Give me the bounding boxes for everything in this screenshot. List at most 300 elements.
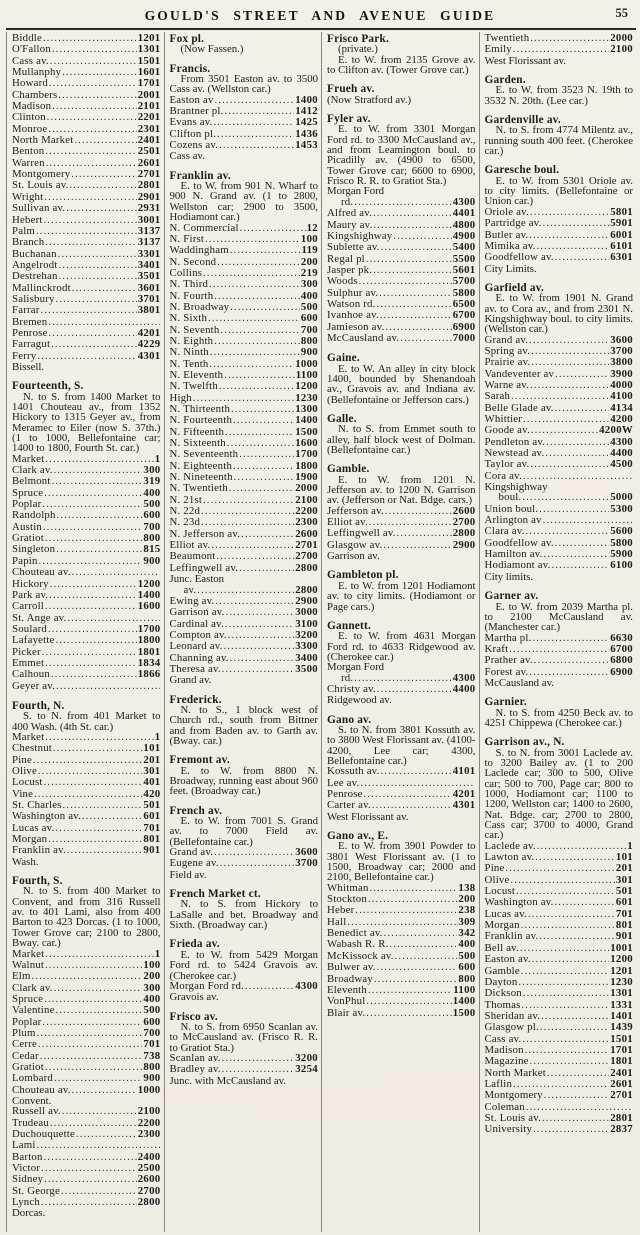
street-name: Locust: [484, 885, 516, 898]
plain-line: City limits.: [484, 570, 534, 583]
leader-dots: [47, 112, 137, 123]
street-name: Clara av.: [484, 525, 525, 538]
leader-dots: [552, 560, 610, 571]
street-number: 3000: [295, 606, 318, 619]
entry-row: [485, 1090, 634, 1101]
leader-dots: [240, 223, 306, 234]
street-name: N. Fifteenth: [169, 425, 225, 438]
street-name: Bradley av.: [169, 1063, 221, 1076]
street-number: 6101: [610, 239, 633, 252]
street-name: Warren: [12, 156, 45, 169]
street-name: Gratiot: [12, 532, 44, 545]
leader-dots: [220, 325, 299, 336]
street-number: 200: [300, 255, 318, 268]
street-name: North Market: [12, 134, 74, 147]
street-number: 2901: [137, 190, 161, 203]
route-description: E. to W. from 1201 Hodiamont av. to city limits. (Hodiamont or Page cars.): [327, 579, 476, 613]
leader-dots: [528, 909, 615, 920]
street-heading: Gannett.: [327, 619, 371, 632]
leader-dots: [523, 414, 609, 425]
street-number: 500: [143, 498, 161, 511]
street-name: Compton av.: [169, 628, 227, 641]
leader-dots: [234, 472, 295, 483]
leader-dots: [555, 252, 609, 263]
street-number: 1400: [295, 93, 318, 106]
street-name: boul.: [498, 491, 522, 504]
street-number: 200: [143, 970, 161, 983]
street-name: Prather av.: [484, 654, 533, 667]
street-number: 400: [300, 289, 318, 302]
street-name: Chouteau av.: [12, 1083, 71, 1096]
street-name: Easton av.: [484, 953, 531, 966]
route-description: N. to S. from 4250 Beck av. to 4251 Chippewa (Cherokee car.): [484, 706, 633, 729]
route-description: N. to S. from Emmet south to alley, half block west of Dolman. (Bellefontaine car.): [327, 423, 476, 457]
street-name: N. Eighth: [169, 334, 214, 347]
leader-dots: [45, 601, 137, 612]
street-name: Sullivan av.: [12, 202, 66, 215]
street-number: 2300: [137, 1128, 161, 1140]
leader-dots: [44, 777, 143, 788]
street-number: 3700: [295, 857, 318, 870]
entry-row: [12, 601, 161, 612]
entry-row: [485, 852, 634, 863]
street-number: 801: [615, 919, 633, 932]
street-number: 309: [458, 915, 476, 928]
street-number: 2200: [137, 1116, 161, 1129]
street-name: Jasper pk.: [327, 263, 373, 276]
street-name: Cedar: [12, 1049, 39, 1062]
leader-dots: [239, 449, 294, 460]
plain-line: Dorcas.: [12, 1207, 46, 1220]
street-number: 6900: [610, 665, 633, 678]
street-name: Sulphur av.: [327, 286, 379, 299]
street-name: Carroll: [12, 600, 44, 613]
leader-dots: [36, 226, 137, 237]
leader-dots: [395, 951, 458, 962]
entry-row: [327, 766, 476, 777]
street-name: Emmet: [12, 656, 45, 669]
street-number: 1801: [610, 1055, 633, 1068]
column-2: [164, 32, 322, 1232]
street-number: 1100: [453, 983, 476, 996]
route-description: E. to W. from 3901 Powder to 3801 West Florissant av. (1 to 1500, Broadway car; 2000 and 2100, Bellefontaine car.): [327, 840, 476, 884]
street-number: 2301: [137, 122, 161, 135]
street-name: Park av.: [12, 588, 49, 601]
leader-dots: [50, 56, 137, 67]
leader-dots: [374, 974, 457, 985]
entry-row: [485, 655, 634, 666]
street-name: Benton: [12, 145, 45, 158]
street-number: 4800: [452, 218, 476, 231]
street-number: 1200: [295, 380, 318, 393]
entry-row: [12, 1005, 161, 1016]
leader-dots: [66, 203, 136, 214]
leader-dots: [82, 811, 142, 822]
street-number: 1230: [610, 975, 633, 988]
street-heading: Franklin av.: [169, 169, 231, 182]
entry-row: [12, 44, 161, 55]
leader-dots: [525, 1045, 610, 1056]
street-name: Elliot av.: [327, 516, 368, 529]
leader-dots: [43, 522, 142, 533]
street-number: 1400: [295, 414, 318, 427]
leader-dots: [366, 254, 452, 265]
route-description: E. to W. from 5301 Oriole av. to city limits. (Bellefontaine or Union car.): [484, 174, 633, 208]
route-description: N. to S. from 4774 Milentz av., running south 400 feet. (Cherokee car.): [484, 124, 633, 158]
street-name: N. 22d: [169, 505, 201, 518]
route-description: E. to W. from 901 N. Wharf to 900 N. Grand av. (1 to 2800, Wellston car; 2900 to 3500, Hodiamont car.): [169, 180, 318, 224]
leader-dots: [56, 1005, 143, 1016]
leader-dots: [33, 755, 142, 766]
street-name: Glasgow av.: [327, 538, 383, 551]
street-name: Lucas av.: [484, 907, 527, 920]
street-name: Emily: [484, 43, 512, 56]
street-number: 2800: [295, 583, 318, 596]
street-number: 301: [615, 873, 633, 886]
street-number: 2000: [295, 482, 318, 495]
street-number: 3600: [610, 333, 633, 346]
leader-dots: [209, 279, 300, 290]
street-name: N. Nineteenth: [169, 471, 233, 484]
street-number: 4000: [610, 378, 633, 391]
leader-dots: [529, 230, 609, 241]
street-number: 3200: [295, 628, 318, 641]
leader-dots: [49, 590, 136, 601]
street-number: 5900: [610, 548, 633, 561]
route-description: E. to W. from 1901 N. Grand av. to Cora av., and from 2301 N. Kingshighway boul. to city limits. (Wellston car.): [484, 292, 633, 336]
street-name: Hodiamont av.: [484, 559, 551, 572]
leader-dots: [385, 506, 452, 517]
street-name: Grand av.: [484, 333, 529, 346]
street-name: Stockton: [327, 893, 367, 906]
route-description: N. to S. from Hickory to LaSalle and bet. Broadway and Sixth. (Broadway car.): [169, 898, 318, 932]
leader-dots: [40, 1051, 143, 1062]
street-name: Magazine: [484, 1055, 529, 1068]
street-number: 738: [143, 1049, 161, 1062]
leader-dots: [215, 95, 295, 106]
plain-line: West Florissant av.: [327, 810, 409, 823]
street-number: 800: [143, 1060, 161, 1073]
leader-dots: [51, 339, 137, 350]
route-description: E. to W. from 2135 Grove av. to Clifton av. (Tower Grove car.): [327, 53, 476, 77]
street-number: 1400: [137, 588, 161, 601]
street-name: Vine: [12, 787, 34, 800]
leader-dots: [222, 1064, 294, 1075]
street-name: Spruce: [12, 992, 44, 1005]
page-header: [0, 0, 640, 28]
street-heading: Gano av.: [327, 713, 372, 726]
street-heading: Gamble.: [327, 463, 370, 476]
entry-row: [12, 1106, 161, 1117]
entry-row: [12, 743, 161, 754]
leader-dots: [45, 1062, 142, 1073]
street-name: Chestnut: [12, 742, 52, 755]
leader-dots: [54, 983, 143, 994]
street-name: Trudeau: [12, 1116, 49, 1129]
entry-row: [12, 777, 161, 788]
street-name: Goodfellow av.: [484, 536, 554, 549]
street-name: N. Second: [169, 255, 217, 268]
street-name: Dickson: [484, 987, 522, 1000]
leader-dots: [231, 404, 294, 415]
street-name: Goode av.: [484, 424, 530, 437]
street-number: 300: [300, 278, 318, 291]
leader-dots: [233, 461, 294, 472]
plain-line: Kingshighway: [484, 481, 548, 494]
street-number: 700: [143, 520, 161, 533]
leader-dots: [546, 437, 609, 448]
street-name: Martha pl.: [484, 631, 532, 644]
street-name: Whitman: [327, 881, 369, 894]
street-name: Dayton: [484, 975, 518, 988]
street-number: 4134: [610, 401, 633, 414]
street-name: Victor: [12, 1162, 41, 1175]
leader-dots: [45, 146, 136, 157]
leader-dots: [384, 928, 458, 939]
street-heading: Garden.: [484, 74, 526, 87]
column-4: [479, 32, 637, 1232]
entry-row: [12, 203, 161, 214]
street-number: 901: [143, 844, 161, 857]
street-number: 3200: [295, 1051, 318, 1064]
street-number: 1400: [452, 995, 476, 1008]
street-name: Eleventh: [327, 983, 367, 996]
street-number: 3801: [137, 304, 161, 317]
street-number: 3601: [137, 281, 161, 294]
street-number: 5801: [610, 205, 633, 218]
street-heading: Fourth, S.: [12, 875, 63, 888]
street-number: 1701: [610, 1043, 633, 1056]
street-number: 119: [301, 244, 318, 257]
street-name: Heber: [327, 904, 355, 917]
street-heading: Gardenville av.: [484, 114, 561, 127]
street-number: 5601: [452, 263, 476, 276]
street-name: Twentieth: [484, 32, 530, 44]
street-number: 300: [143, 981, 161, 994]
street-number: 5600: [610, 525, 633, 538]
leader-dots: [76, 1129, 137, 1140]
street-name: Duchouquette: [12, 1128, 75, 1140]
street-name: Hamilton av.: [484, 548, 543, 561]
street-name: N. Tenth: [169, 357, 209, 370]
street-number: 5700: [452, 275, 476, 288]
street-name: Cora av.: [484, 469, 522, 482]
street-number: 1453: [295, 139, 318, 152]
street-name: Goodfellow av.: [484, 251, 554, 264]
street-number: 4900: [452, 229, 476, 242]
entry-row: [170, 245, 319, 256]
leader-dots: [506, 863, 615, 874]
plain-line: West Florissant av.: [484, 54, 566, 67]
street-number: 600: [143, 1015, 161, 1028]
entry-row: [170, 279, 319, 290]
street-name: Pine: [12, 753, 32, 766]
street-name: N. Third: [169, 278, 209, 291]
column-1: [6, 32, 164, 1232]
street-name: N. 21st: [169, 493, 203, 506]
street-number: 400: [143, 992, 161, 1005]
plain-line: Garrison av.: [327, 550, 380, 563]
street-name: Washington av.: [12, 810, 81, 823]
street-number: 700: [300, 323, 318, 336]
street-name: Butler av.: [484, 228, 529, 241]
leader-dots: [533, 1124, 609, 1135]
street-name: Bulwer av.: [327, 961, 376, 974]
leader-dots: [233, 415, 294, 426]
street-number: 2800: [295, 561, 318, 574]
entry-row: [12, 681, 161, 692]
street-number: 319: [143, 475, 161, 488]
street-name: Valentine: [12, 1004, 55, 1017]
leader-dots: [555, 369, 609, 380]
street-name: Clifton pl.: [169, 127, 217, 140]
street-name: Papin: [12, 554, 38, 567]
street-name: Lawton av.: [484, 851, 535, 864]
street-name: N. Eighteenth: [169, 459, 233, 472]
street-name: Poplar: [12, 1015, 42, 1028]
entry-row: [12, 567, 161, 578]
street-name: Sublette av.: [327, 241, 380, 254]
street-number: 6900: [452, 320, 476, 333]
street-name: Garrison av.: [169, 606, 225, 619]
street-name: Grand av.: [169, 846, 214, 859]
street-number: 3900: [610, 367, 633, 380]
street-number: 4300: [295, 979, 318, 992]
plain-line: Field av.: [169, 868, 207, 881]
street-name: Clark av.: [12, 981, 53, 994]
street-name: Kraft: [484, 642, 509, 655]
leader-dots: [239, 563, 294, 574]
street-number: 101: [615, 851, 633, 864]
leader-dots: [379, 288, 451, 299]
street-name: McKissock av.: [327, 949, 394, 962]
street-number: 2401: [137, 134, 161, 147]
street-name: Leonard av.: [169, 640, 223, 653]
street-number: 2600: [295, 527, 318, 540]
street-name: Theresa av.: [169, 662, 221, 675]
street-number: 1866: [137, 668, 161, 681]
leader-dots: [540, 1022, 609, 1033]
plain-line: Gravois av.: [169, 991, 219, 1004]
street-name: Union boul.: [484, 502, 539, 515]
leader-dots: [224, 641, 295, 652]
leader-dots: [210, 347, 300, 358]
street-name: Partridge av.: [484, 217, 542, 230]
leader-dots: [59, 271, 137, 282]
street-number: 2700: [295, 550, 318, 563]
leader-dots: [531, 346, 609, 357]
street-name: Elm: [12, 970, 31, 983]
street-number: 1: [154, 730, 161, 743]
street-number: 900: [143, 1072, 161, 1085]
street-number: 4301: [137, 349, 161, 362]
street-heading: Fox pl.: [169, 33, 205, 45]
street-name: N. Eleventh: [169, 368, 224, 381]
leader-dots: [57, 510, 143, 521]
street-number: 600: [300, 312, 318, 325]
plain-line: Wash.: [12, 855, 39, 868]
entry-row: [485, 1124, 634, 1135]
street-number: 500: [458, 949, 476, 962]
leader-dots: [397, 528, 452, 539]
leader-dots: [59, 260, 137, 271]
street-number: 1230: [295, 391, 318, 404]
route-description: (Now Fassen.): [180, 43, 244, 56]
street-number: 1: [154, 947, 161, 960]
route-description: E. to W. An alley in city block 1400, bounded by Shenandoah av., Gravois av. and Indiana av. (Bellefontaine or Jefferson cars.): [327, 362, 476, 406]
street-name: Chouteau av.: [12, 566, 71, 579]
leader-dots: [530, 33, 609, 44]
street-number: 1834: [137, 656, 161, 669]
entry-row: [12, 1039, 161, 1050]
leader-dots: [532, 633, 609, 644]
leader-dots: [214, 336, 300, 347]
leader-dots: [226, 607, 295, 618]
street-heading: Frisco av.: [169, 1010, 218, 1023]
leader-dots: [368, 985, 452, 996]
entry-row: [327, 905, 476, 916]
leader-dots: [511, 391, 609, 402]
route-description: E. to W. from 5429 Morgan Ford rd. to 5424 Gravois av. (Cherokee car.): [169, 948, 318, 982]
street-name: Pendleton av.: [484, 435, 546, 448]
street-heading: Frueh av.: [327, 83, 375, 96]
leader-dots: [530, 459, 609, 470]
entry-row: [170, 1064, 319, 1075]
street-name: Laflin: [484, 1077, 513, 1090]
route-description: N. to S., 1 block west of Church rd., south from Bittner and from Baden av. to Garth av. (Bway. car.): [169, 703, 318, 747]
street-name: St. Louis av.: [484, 1111, 541, 1124]
street-name: Morgan: [484, 919, 520, 932]
street-name: Locust: [12, 776, 43, 789]
street-number: 6800: [610, 654, 633, 667]
street-heading: Garesche boul.: [484, 164, 560, 177]
street-name: Soulard: [12, 622, 47, 635]
street-number: 2700: [137, 1184, 161, 1197]
route-description: E. to W. from 4631 Morgan Ford rd. to 4633 Ridgewood av. (Cherokee car.): [327, 630, 476, 663]
street-name: Spring av.: [484, 344, 531, 357]
street-number: 2800: [137, 1196, 161, 1209]
leader-dots: [51, 669, 137, 680]
leader-dots: [67, 845, 143, 856]
street-number: 801: [143, 833, 161, 846]
plain-line: Ridgewood av.: [327, 694, 392, 707]
leader-dots: [532, 954, 609, 965]
leader-dots: [45, 237, 136, 248]
street-number: 1: [154, 452, 161, 465]
leader-dots: [366, 1008, 451, 1019]
street-name: Washington av.: [484, 896, 554, 909]
street-name: Mallinckrodt: [12, 281, 71, 294]
leader-dots: [52, 476, 143, 487]
directory-columns: [0, 30, 640, 1232]
leader-dots: [71, 169, 136, 180]
street-number: 601: [143, 810, 161, 823]
entry-row: [485, 391, 634, 402]
street-name: Vandeventer av: [484, 367, 555, 380]
entry-row: [12, 971, 161, 982]
street-number: 2800: [452, 527, 476, 540]
street-number: 4301: [452, 799, 476, 812]
street-number: 1300: [295, 403, 318, 415]
street-name: Penrose: [12, 326, 48, 339]
entry-row: [327, 996, 476, 1007]
street-number: 3001: [137, 213, 161, 226]
entry-row: [327, 800, 476, 811]
leader-dots: [225, 427, 294, 438]
leader-dots: [520, 943, 609, 954]
street-name: Warne av.: [484, 378, 530, 391]
street-name: Laclede av.: [484, 839, 536, 852]
